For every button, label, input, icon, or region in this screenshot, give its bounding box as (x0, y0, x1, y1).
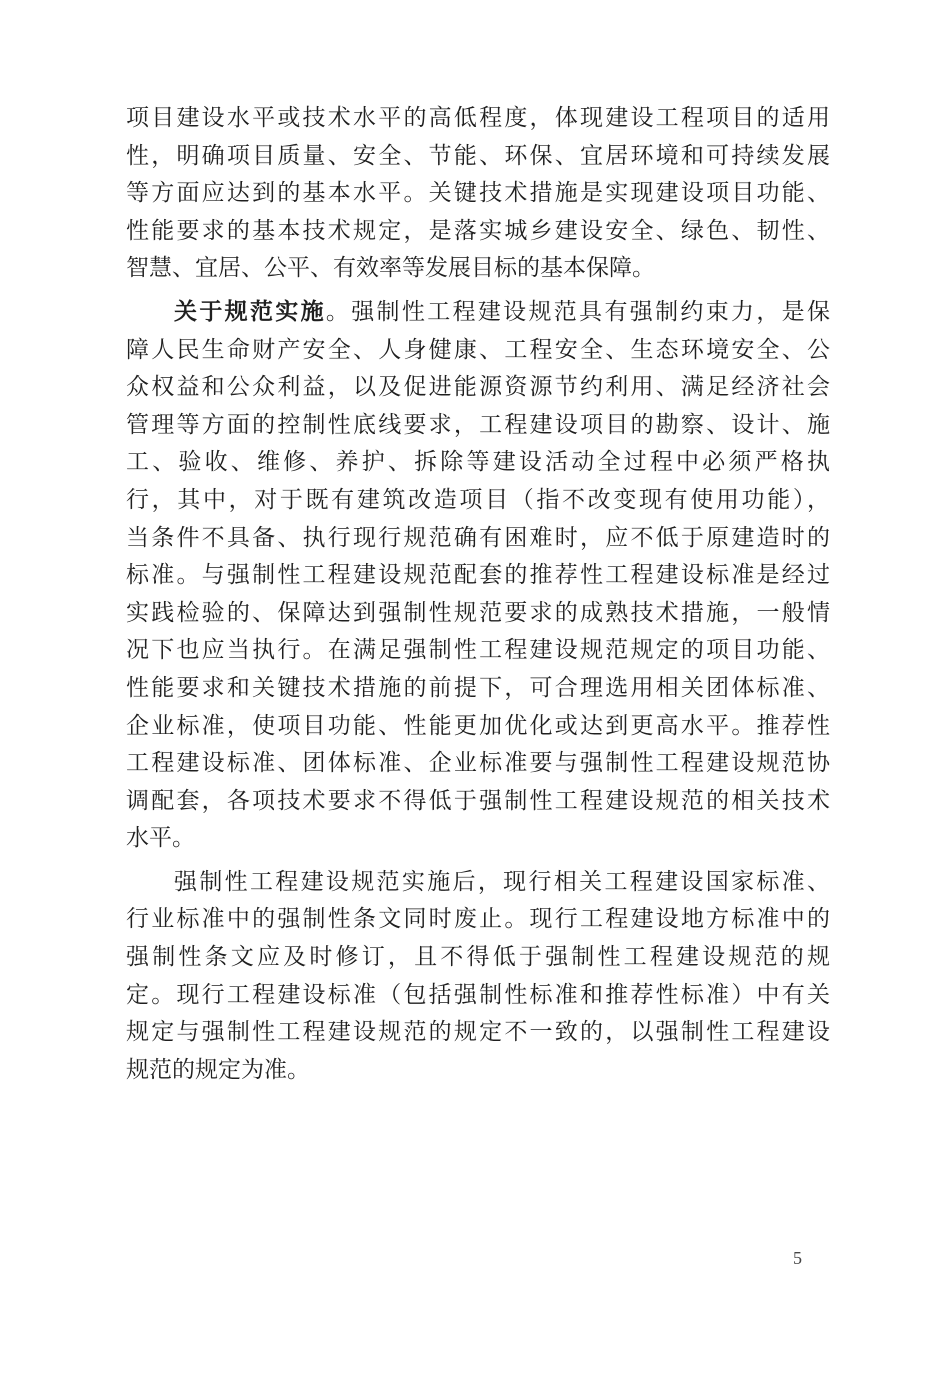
body-text (126, 100, 830, 1089)
paragraph-line: 众权益和公众利益，以及促进能源资源节约利用、满足经济社会 (126, 374, 830, 401)
paragraph-line: 项目建设水平或技术水平的高低程度，体现建设工程项目的适用 (126, 105, 830, 131)
paragraph-line: 当条件不具备、执行现行规范确有困难时，应不低于原建造时的 (126, 524, 830, 551)
paragraph-line: 工、验收、维修、养护、拆除等建设活动全过程中必须严格执 (126, 449, 830, 476)
paragraph-line: 实践检验的、保障达到强制性规范要求的成熟技术措施，一般情 (126, 599, 830, 626)
paragraph-line: 障人民生命财产安全、人身健康、工程安全、生态环境安全、公 (126, 336, 830, 363)
paragraph-line: 管理等方面的控制性底线要求，工程建设项目的勘察、设计、施 (126, 411, 830, 438)
paragraph-line: 性，明确项目质量、安全、节能、环保、宜居环境和可持续发展 (126, 142, 830, 169)
paragraph-2 (126, 294, 830, 858)
paragraph-line: 况下也应当执行。在满足强制性工程建设规范规定的项目功能、 (126, 637, 830, 664)
paragraph-3 (126, 864, 830, 1090)
paragraph-line: 定。现行工程建设标准（包括强制性标准和推荐性标准）中有关 (126, 981, 830, 1008)
paragraph-line: 标准。与强制性工程建设规范配套的推荐性工程建设标准是经过 (126, 562, 830, 589)
paragraph-line: 强制性条文应及时修订，且不得低于强制性工程建设规范的规 (126, 944, 830, 971)
paragraph-line: 性能要求和关键技术措施的前提下，可合理选用相关团体标准、 (126, 674, 830, 701)
paragraph-line: 性能要求的基本技术规定，是落实城乡建设安全、绿色、韧性、 (126, 217, 830, 244)
paragraph-line: 规范的规定为准。 (126, 1056, 310, 1083)
page-number: 5 (793, 1248, 802, 1268)
paragraph-line: 水平。 (126, 825, 195, 852)
paragraph-line: 行，其中，对于既有建筑改造项目（指不改变现有使用功能）， (126, 486, 830, 513)
paragraph-line: 等方面应达到的基本水平。关键技术措施是实现建设项目功能、 (126, 180, 830, 207)
paragraph-1 (126, 100, 830, 288)
paragraph-line: 工程建设标准、团体标准、企业标准要与强制性工程建设规范协 (126, 750, 830, 777)
paragraph-line: 智慧、宜居、公平、有效率等发展目标的基本保障。 (126, 255, 655, 282)
paragraph-line: 行业标准中的强制性条文同时废止。现行工程建设地方标准中的 (126, 906, 830, 933)
paragraph-first-line (126, 294, 830, 332)
paragraph-line: 规定与强制性工程建设规范的规定不一致的，以强制性工程建设 (126, 1019, 830, 1046)
paragraph-line-rest: 。强制性工程建设规范具有强制约束力，是保 (325, 298, 831, 325)
paragraph-line: 调配套，各项技术要求不得低于强制性工程建设规范的相关技术 (126, 787, 830, 814)
paragraph-line: 强制性工程建设规范实施后，现行相关工程建设国家标准、 (174, 868, 830, 895)
section-heading: 关于规范实施 (174, 298, 326, 325)
paragraph-line: 企业标准，使项目功能、性能更加优化或达到更高水平。推荐性 (126, 712, 830, 739)
